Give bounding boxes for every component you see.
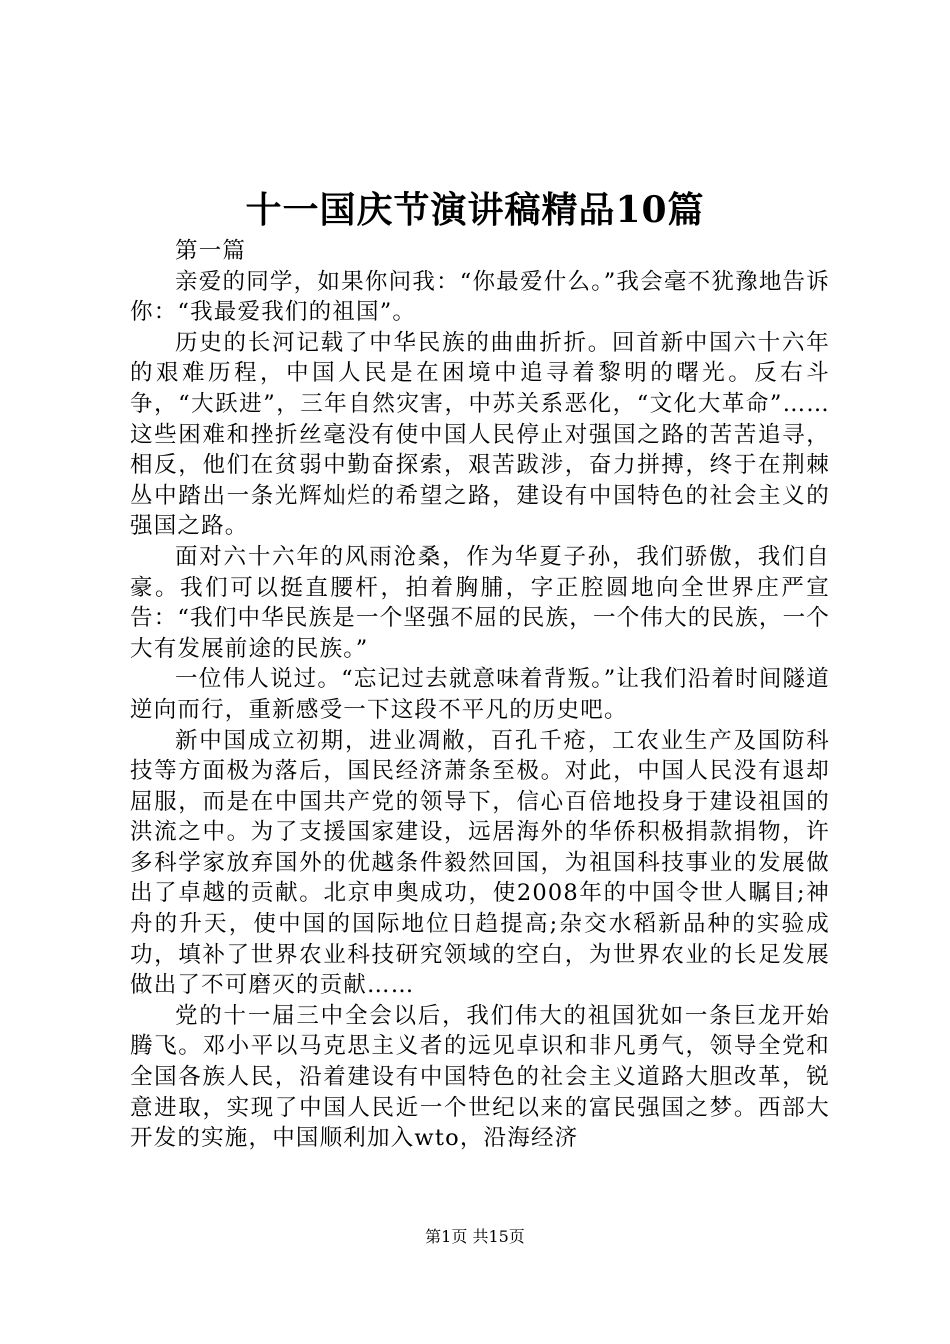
paragraph: 历史的长河记载了中华民族的曲曲折折。回首新中国六十六年的艰难历程，中国人民是在困境中追寻着黎明的曙光。反右斗争，“大跃进”，三年自然灾害，中苏关系恶化，“文化大革命”……这些困难和挫折丝毫没有使中国人民停止对强国之路的苦苦追寻，相反，他们在贫弱中勤奋探索，艰苦跋涉，奋力拼搏，终于在荆棘丛中踏出一条光辉灿烂的希望之路，建设有中国特色的社会主义的强国之路。: [130, 329, 830, 540]
section-heading: 第一篇: [175, 238, 247, 264]
paragraph: 面对六十六年的风雨沧桑，作为华夏子孙，我们骄傲，我们自豪。我们可以挺直腰杆，拍着胸脯，字正腔圆地向全世界庄严宣告：“我们中华民族是一个坚强不屈的民族，一个伟大的民族，一个大有发展前途的民族。”: [130, 543, 831, 662]
paragraph: 一位伟人说过。“忘记过去就意味着背叛。”让我们沿着时间隧道逆向而行，重新感受一下这段不平凡的历史吧。: [130, 666, 830, 723]
paragraph: 党的十一届三中全会以后，我们伟大的祖国犹如一条巨龙开始腾飞。邓小平以马克思主义者的远见卓识和非凡勇气，领导全党和全国各族人民，沿着建设有中国特色的社会主义道路大胆改革，锐意进取，实现了中国人民近一个世纪以来的富民强国之梦。西部大开发的实施，中国顺利加入wto，沿海经济: [130, 1002, 830, 1152]
paragraph: 亲爱的同学，如果你问我：“你最爱什么。”我会毫不犹豫地告诉你：“我最爱我们的祖国”。: [130, 268, 830, 326]
document-title: 十一国庆节演讲稿精品10篇: [245, 189, 705, 231]
page-footer: 第1页 共15页: [425, 1227, 525, 1246]
paragraph: 新中国成立初期，进业凋敝，百孔千疮，工农业生产及国防科技等方面极为落后，国民经济萧条至极。对此，中国人民没有退却屈服，而是在中国共产党的领导下，信心百倍地投身于建设祖国的洪流之中。为了支援国家建设，远居海外的华侨积极捐款捐物，许多科学家放弃国外的优越条件毅然回国，为祖国科技事业的发展做出了卓越的贡献。北京申奥成功，使2008年的中国令世人瞩目;神舟的升天，使中国的国际地位日趋提高;杂交水稻新品种的实验成功，填补了世界农业科技研究领域的空白，为世界农业的长足发展做出了不可磨灭的贡献……: [130, 727, 830, 999]
document-body: [130, 236, 830, 1154]
